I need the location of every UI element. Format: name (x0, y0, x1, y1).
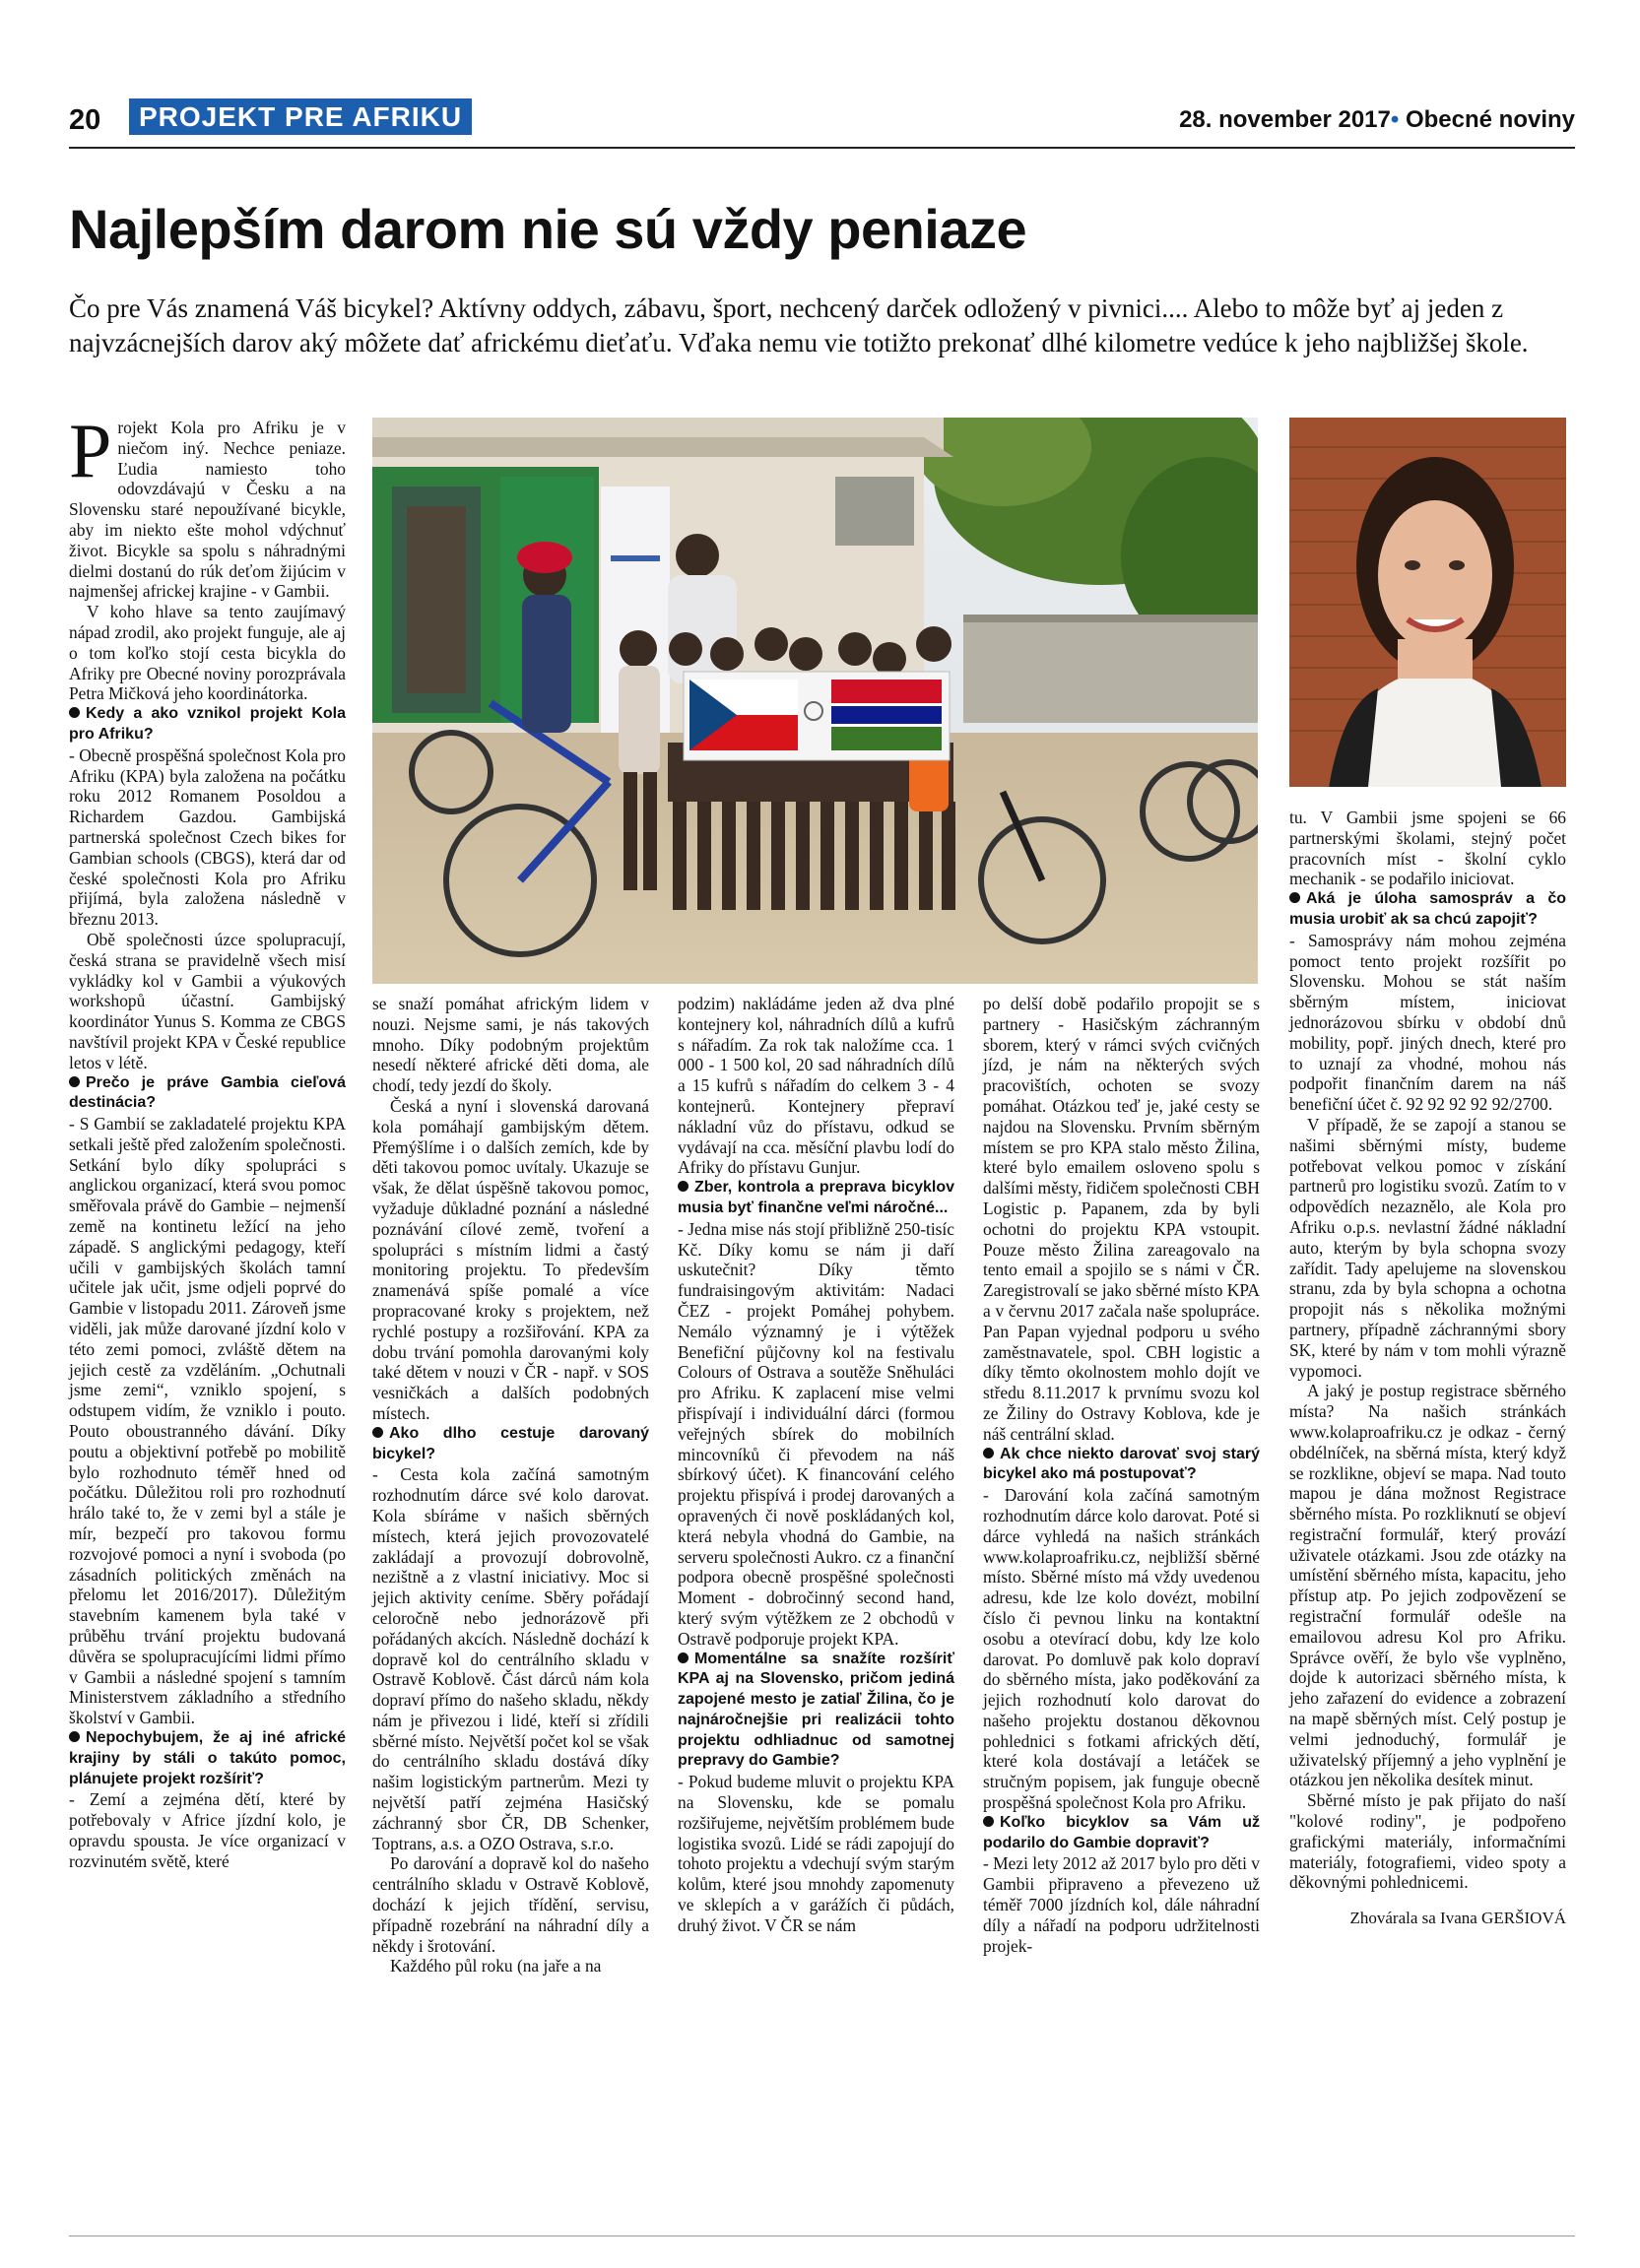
body-paragraph: po delší době podařilo propojit se s partnery - Hasičským záchranným sborem, který v rámci svých cvičných jízd, je nám na některých svých pracovištích, ochoten se svozy pomáhat. Otázkou teď je, jaké cesty se najdou na Slovensku. Prvním sběrným místem se pro KPA stalo město Žilina, které bylo emailem osloveno spolu s dalšími městy, řidičem společnosti CBH Logistic p. Papanem, zda by byli ochotni do projektu KPA vstoupit. Pouze město Žilina zareagovalo na tento email a spojilo se s námi v ČR. Zaregistrovalí se jako sběrné místo KPA a v červnu 2017 začala naše spolupráce. Pan Papan vyjednal podporu u svého zaměstnavatele, spol. CBH logistic a díky těmto okolnostem mohlo dojít ve středu 8.11.2017 k prvnímu svozu kol ze Žiliny do Ostravy Koblova, kde je náš centrální sklad. (983, 994, 1260, 1444)
header-rule (69, 147, 1575, 149)
body-paragraph: V koho hlave sa tento zaujímavý nápad zrodil, ako projekt funguje, ale aj o tom koľko stojí cesta bicykla do Afriky pre Obecné noviny porozprávala Petra Mičková jeho koordinátorka. (69, 602, 346, 704)
dateline (1179, 106, 1575, 134)
bullet-icon (69, 707, 80, 718)
bullet-icon (372, 1427, 383, 1438)
column-1 (69, 408, 346, 1872)
body-paragraph: - Zemí a zejména dětí, které by potřebovaly v Africe jízdní kolo, je opravdu spousta. Je více organizací v rozvinutém světě, které (69, 1789, 346, 1871)
bullet-icon (1289, 892, 1300, 903)
question-heading: Aká je úloha samospráv a čo musia urobiť ak sa chcú zapojiť? (1289, 890, 1566, 928)
bullet-icon (678, 1181, 689, 1192)
body-paragraph: podzim) nakládáme jeden až dva plné kontejnery kol, náhradních dílů a kufrů s nářadím. Za rok tak naložíme cca. 1 000 - 1 500 kol, 20 sad náhradních dílů a 15 kufrů s nářadím do celkem 3 - 4 kontejnerů. Kontejnery přepraví nákladní vůz do přístavu, odkud se vydávají na cca. měsíční plavbu lodí do Afriky do přístavu Gunjur. (678, 994, 954, 1178)
body-paragraph: - Jedna mise nás stojí přibližně 250-tisíc Kč. Díky komu se nám ji daří uskutečnit? Díky těmto fundraisingovým aktivitám: Nadaci ČEZ - projekt Pomáhej pohybem. Nemálo významný je i výtěžek Benefiční půjčovny kol na festivalu Colours of Ostrava a soutěže Sněhuláci pro Afriku. K zaplacení mise velmi přispívají i individuální dárci (formou veřejných sbírek do mobilních mincovníků či převodem na náš sbírkový účet). K financování celého projektu přispívá i prodej darovaných a opravených či nově poskládaných kol, která nebyla vhodná do Gambie, na serveru společnosti Aukro. cz a finanční podpora obecně prospěšné společnosti Moment - dobročinný second hand, který svým výtěžkem ze 2 obchodů v Ostravě podporuje projekt KPA. (678, 1218, 954, 1649)
body-paragraph: - Samosprávy nám mohou zejména pomoct tento projekt rozšířit po Slovensku. Mohou se stát naším sběrným místem, iniciovat jednorázovou sbírku v období dnů mobility, popř. jiných dnech, které pro to uznají za vhodné, mohou nás podpořit finančním darem na náš benefiční účet č. 92 92 92 92 92/2700. (1289, 930, 1566, 1115)
bullet-icon (678, 1652, 689, 1663)
question-heading: Momentálne sa snažíte rozšíriť KPA aj na Slovensko, pričom jediná zapojené mesto je zatiaľ Žilina, čo je najnáročnejšie pri realizácii tohto projektu odhliadnuc od samotnej prepravy do Gambie? (678, 1650, 954, 1770)
bullet-icon (69, 1731, 80, 1742)
question-heading: Ako dlho cestuje darovaný bicykel? (372, 1424, 649, 1462)
lead-paragraph: Čo pre Vás znamená Váš bicykel? Aktívny oddych, zábavu, šport, nechcený darček odložený v pivnici.... Alebo to môže byť aj jeden z najvzácnejších darov aký môžete dať africkému dieťaťu. Vďaka nemu vie totižto prekonať dlhé kilometre vedúce k jeho najbližšej škole. (69, 293, 1529, 357)
body-paragraph: A jaký je postup registrace sběrného místa? Na našich stránkách www.kolaproafriku.cz je odkaz - černý obdélníček, na sběrná místa, který když se rozklikne, objeví se mapa. Nad touto mapou je dána možnost Registrace sběrného místa. Po rozkliknutí se objeví registrační formulář, který provází uživatele otázkami. Jsou zde otázky na umístění sběrného místa, kapacitu, jeho přístup atp. Po jejich zodpovězení se registrační formulář odešle na emailovou adresu Kol pro Afriku. Správce ověří, že bylo vše vyplněno, dojde k autorizaci sběrného místa, k jeho zařazení do evidence a zobrazení na mapě sběrných míst. Celý postup je velmi jednoduchý, formulář je uživatelský příjemný a jeho vyplnění je otázkou jen několika desítek minut. (1289, 1381, 1566, 1790)
author-signature: Zhovárala sa Ivana GERŠIOVÁ (1349, 1909, 1566, 1928)
question-heading: Ak chce niekto darovať svoj starý bicykel ako má postupovať? (983, 1445, 1260, 1483)
question-heading: Koľko bicyklov sa Vám už podarilo do Gambie dopraviť? (983, 1813, 1260, 1851)
body-paragraph: Po darování a dopravě kol do našeho centrálního skladu v Ostravě Koblově, dochází k jejich třídění, servisu, případně rozebrání na náhradní díly a někdy i šrotování. (372, 1853, 649, 1956)
bullet-separator: • (1390, 106, 1400, 133)
publication-name: Obecné noviny (1405, 106, 1575, 133)
body-paragraph: tu. V Gambii jsme spojeni se 66 partnerskými školami, stejný počet pracovních míst - školní cyklo mechanik - se podařilo iniciovat. (1289, 808, 1566, 889)
column-3 (678, 994, 954, 1936)
headline: Najlepším darom nie sú vždy peniaze (69, 198, 1027, 260)
question-heading: Prečo je práve Gambia cieľová destinácia? (69, 1073, 346, 1112)
body-paragraph: - S Gambií se zakladatelé projektu KPA setkali ještě před založením společnosti. Setkání bylo díky spolupráci s anglickou organizací, která svou pomoc směřovala právě do Gambie – nejmenší země na kontinetu ležící na jeho západě. S anglickými pedagogy, kteří učili v gambijských školách tamní učitele jak učit, jsme odjeli poprvé do Gambie v listopadu 2011. Zároveň jsme viděli, jak může darované jízdní kolo v této zemi pomoci, zvláště dětem na jejich cestě za vzděláním. „Ochutnali jsme zemi“, vzniklo spojení, s odstupem vidím, že vzniklo i pouto. Pouto oboustranného dávání. Díky poutu a objektivní potřebě po mobilitě bylo rozhodnuto téměř hned od počátku. Důležitou roli pro rozhodnutí hrálo také to, že v zemi byl a stále je mír, bezpečí pro takovou formu rozvojové pomoci a nyní i svoboda (po zásadních politických změnách na přelomu let 2016/2017). Důležitým stavebním kamenem byla také v průběhu trvání projektu budovaná důvěra se spolupracujícími lidmi přímo v Gambii a následné spojení s tamním Ministerstvem základního a středního školství v Gambii. (69, 1114, 346, 1728)
body-paragraph: Sběrné místo je pak přijato do naší "kolové rodiny", je podpořeno grafickými materiály, informačními materiály, fotografiemi, video spoty a děkovnými pohlednicemi. (1289, 1790, 1566, 1893)
section-label: PROJEKT PRE AFRIKU (129, 98, 472, 135)
body-paragraph: V případě, že se zapojí a stanou se našimi sběrnými místy, budeme potřebovat velkou pomoc v získání partnerů pro logistiku svozů. Zatím to v odpovědích nezaznělo, ale Kola pro Afriku o.p.s. nevlastní žádné nákladní auto, kterým by byla schopna svozy zařídit. Tady apelujeme na slovenskou stranu, zda by byla schopna a ochotna propojit nás s několika možnými partnery, případně záchrannými sbory SK, které by nám v tom mohli výrazně vypomoci. (1289, 1114, 1566, 1381)
portrait-photo (1289, 418, 1566, 787)
bullet-icon (983, 1448, 994, 1458)
body-paragraph: Obě společnosti úzce spolupracují, česká strana se pravidelně všech misí vykládky kol v Gambii a výukových workshopů účastní. Gambijský koordinátor Yunus S. Komma ze CBGS navštívil projekt KPA v České republice letos v létě. (69, 929, 346, 1072)
body-paragraph: - Mezi lety 2012 až 2017 bylo pro děti v Gambii připraveno a převezeno už téměř 7000 jízdních kol, dále náhradní díly a nářadí na podporu udržitelnosti projek- (983, 1853, 1260, 1956)
children-with-bicycles-photo (372, 418, 1258, 984)
gambia-flag (831, 680, 942, 750)
drop-cap: P (69, 408, 112, 493)
czech-flag (689, 680, 798, 750)
body-paragraph: - Obecně prospěšná společnost Kola pro Afriku (KPA) byla založena na počátku roku 2012 Romanem Posoldou a Richardem Gazdou. Gambijská partnerská společnost Czech bikes for Gambian schools (CBGS), která dar od české společnosti Kola pro Afriku přijímá, byla založena následně v březnu 2013. (69, 745, 346, 930)
bullet-icon (69, 1076, 80, 1087)
intro-paragraph: Projekt Kola pro Afriku je v niečom iný. Nechce peniaze. Ľudia namiesto toho odovzdávajú v Česku a na Slovensku staré nepoužívané bicykle, aby im niekto ešte mohol vdýchnuť život. Bicykle sa spolu s náhradnými dielmi dostanú do rúk deťom žijúcim v najmenšej africkej krajine - v Gambii. (69, 408, 346, 602)
body-paragraph: Každého půl roku (na jaře a na (390, 1956, 602, 1976)
question-heading: Zber, kontrola a preprava bicyklov musia byť finančne veľmi náročné... (678, 1179, 954, 1216)
body-paragraph: - Cesta kola začíná samotným rozhodnutím dárce své kolo darovat. Kola sbíráme v našich sběrných místech, která jejich provozovatelé zakládají a provozují dobrovolně, nezištně a z vlastní iniciativy. Moc si jejich aktivity ceníme. Sběry pořádají celoročně nebo jednorázově při pořádaných akcích. Následně dochází k dopravě kol do centrálního skladu v Ostravě Koblově. Část dárců nám kola dopraví přímo do našeho skladu, někdy nám je přivezou i lidé, kteří si zřídili sběrné místo. Největší počet kol se však do centrálního skladu dostává díky našim logistickým partnerům. Mezi ty největší patří zejména Hasičský záchranný sbor ČR, DB Schenker, Toptrans, a.s. a OZO Ostrava, s.r.o. (372, 1464, 649, 1853)
question-heading: Nepochybujem, že aj iné africké krajiny by stáli o takúto pomoc, plánujete projekt rozšíriť? (69, 1729, 346, 1787)
body-paragraph: Česká a nyní i slovenská darovaná kola pomáhají gambijským dětem. Přemýšlíme i o dalších zemích, kde by děti takovou pomoc uvítaly. Ukazuje se však, že dělat úspěšně takovou pomoc, vyžaduje důkladné poznání a následné poznávání cílové země, tvoření a spolupráci s místním lidmi a častý monitoring projektu. To především znamenává spíše pomalé a více propracované kroky s projektem, než rychlé postupy a rozšiřování. KPA za dobu trvání pomohla darovanými koly také dětem v nouzi v ČR - např. v SOS vesničkách a dalších podobných místech. (372, 1095, 649, 1423)
body-paragraph: se snaží pomáhat africkým lidem v nouzi. Nejsme sami, je nás takových mnoho. Díky podobným projektům nesedí některé africké děti doma, ale chodí, tedy jezdí do školy. (372, 994, 649, 1096)
column-5 (1289, 808, 1566, 1929)
issue-date: 28. november 2017 (1179, 106, 1391, 133)
column-4 (983, 994, 1260, 1956)
bullet-icon (983, 1816, 994, 1827)
question-heading: Kedy a ako vznikol projekt Kola pro Afriku? (69, 705, 346, 743)
column-2 (372, 994, 649, 1976)
page-number: 20 (69, 104, 101, 136)
body-paragraph: - Darování kola začíná samotným rozhodnutím dárce kolo darovat. Poté si dárce vyhledá na našich stránkách www.kolaproafriku.cz, nejbližší sběrné místo. Sběrné místo má vždy uvedenou adresu, kde lze kolo dovézt, mobilní číslo či pevnou linku na kontaktní osobu a otevírací dobu, kdy lze kolo darovat. Po domluvě pak kolo dopraví do sběrného místa, jako poděkování za jejich rozhodnutí kolo darovat do našeho projektu dostanou děkovnou pohlednici s fotkami afrických dětí, které kola dostávají a letáček se stručným popisem, jak funguje obecně prospěšná společnost Kola pro Afriku. (983, 1485, 1260, 1813)
body-paragraph: - Pokud budeme mluvit o projektu KPA na Slovensku, kde se pomalu rozšiřujeme, největším problémem bude logistika svozů. Lidé se rádi zapojují do tohoto projektu a vdechují svým starým kolům, které jsou mnohdy zapomenuty ve sklepích a v garážích či půdách, druhý život. V ČR se nám (678, 1772, 954, 1935)
